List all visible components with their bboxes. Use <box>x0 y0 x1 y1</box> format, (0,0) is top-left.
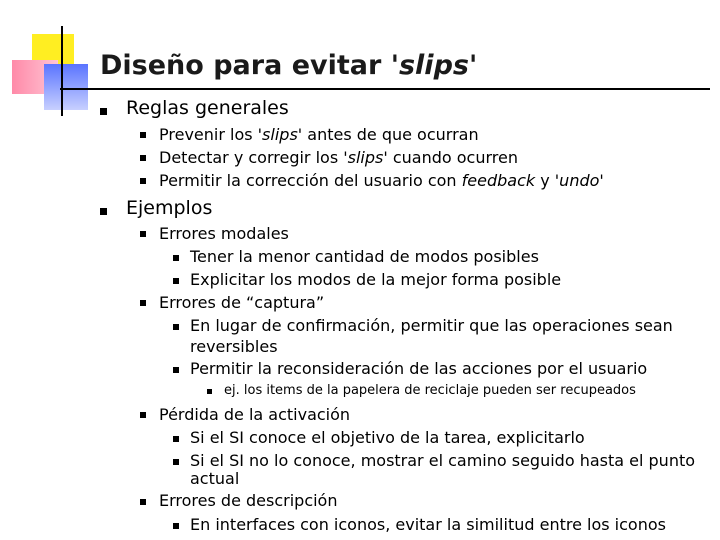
section-heading: Ejemplos <box>126 197 213 219</box>
bullet <box>173 436 179 442</box>
list-item: Prevenir los 'slips' antes de que ocurran <box>159 125 479 144</box>
list-item: Errores de “captura” <box>159 293 325 312</box>
bullet <box>173 523 179 529</box>
bullet <box>100 208 107 215</box>
list-item: Permitir la corrección del usuario con feedback y 'undo' <box>159 171 604 190</box>
list-subitem-continuation: actual <box>190 469 240 488</box>
list-subitem: En interfaces con iconos, evitar la similitud entre los iconos <box>190 515 666 534</box>
bullet <box>140 499 146 505</box>
section-heading: Reglas generales <box>126 97 289 119</box>
bullet <box>207 389 212 394</box>
bullet <box>140 178 146 184</box>
bullet <box>173 367 179 373</box>
list-subsubitem: ej. los items de la papelera de reciclaje pueden ser recupeados <box>224 383 636 398</box>
list-subitem: Permitir la reconsideración de las acciones por el usuario <box>190 359 648 378</box>
bullet <box>140 155 146 161</box>
corner-vertical-line <box>61 26 63 116</box>
list-item: Detectar y corregir los 'slips' cuando ocurren <box>159 148 518 167</box>
list-subitem: Si el SI no lo conoce, mostrar el camino seguido hasta el punto <box>190 451 696 470</box>
bullet <box>173 278 179 284</box>
bullet <box>173 324 179 330</box>
title-underline <box>60 88 710 90</box>
bullet <box>173 459 179 465</box>
bullet <box>140 412 146 418</box>
slide-title <box>100 50 477 81</box>
list-item: Errores de descripción <box>159 491 338 510</box>
bullet <box>173 255 179 261</box>
title-emphasis: 'slips' <box>390 50 478 81</box>
list-subitem-continuation: reversibles <box>190 337 278 356</box>
corner-blue-square <box>44 64 88 110</box>
bullet <box>140 300 146 306</box>
bullet <box>140 132 146 138</box>
list-subitem: Si el SI conoce el objetivo de la tarea, explicitarlo <box>190 428 585 447</box>
list-subitem: En lugar de confirmación, permitir que las operaciones sean <box>190 316 673 335</box>
bullet <box>140 231 146 237</box>
list-subitem: Tener la menor cantidad de modos posibles <box>190 247 539 266</box>
list-subitem: Explicitar los modos de la mejor forma posible <box>190 270 562 289</box>
bullet <box>100 108 107 115</box>
list-item: Errores modales <box>159 224 289 243</box>
list-item: Pérdida de la activación <box>159 405 351 424</box>
title-text: Diseño para evitar <box>100 50 391 81</box>
